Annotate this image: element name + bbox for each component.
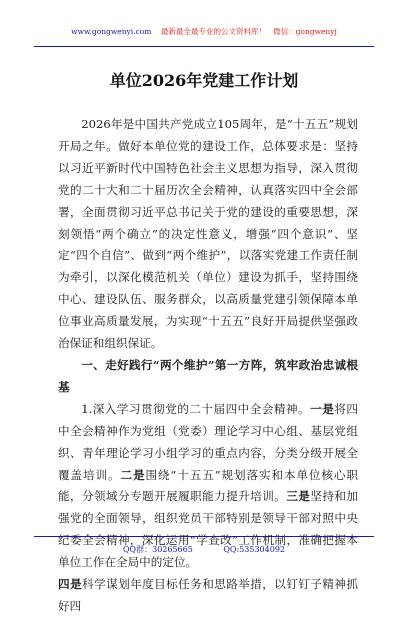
- item-1-part3: 坚持和加强党的全面领导，组织党员干部特别是领导干部对照中央纪委全会精神，深化运用“学查改”工作机制，准确把握本单位工作在全局中的定位。: [58, 489, 358, 570]
- header-website[interactable]: www.gongwenyi.com: [71, 27, 152, 36]
- item-1-part3-marker: 三是: [286, 489, 311, 504]
- footer-bar: [0, 544, 408, 555]
- section-heading-1: 一、走好践行“两个维护”第一方阵，筑牢政治忠诚根基: [58, 357, 358, 394]
- item-1-lead: 1.深入学习贯彻党的二十届四中全会精神。: [81, 401, 311, 416]
- item-1-part2: 围绕“十五五”规划落实和本单位核心职能，分领域分专题开展履职能力提升培训。: [58, 467, 358, 504]
- item-1-part2-marker: 二是: [120, 467, 146, 482]
- item-1-part1: 将四中全会精神作为党组（党委）理论学习中心组、基层党组织、青年理论学习小组学习的重点内容，分类分级开展全覆盖培训。: [58, 401, 358, 482]
- header-bar: [0, 26, 408, 37]
- item-1-part1-marker: 一是: [310, 401, 335, 416]
- document-body: [58, 114, 358, 618]
- item-1-continued: [58, 574, 358, 618]
- header-wechat: 微信：gongwenyj: [273, 27, 337, 36]
- document-title: 单位2026年党建工作计划: [109, 71, 299, 90]
- header-slogan: 最新最全最专业的公文资料库！: [160, 27, 266, 36]
- footer-qq-group: QQ群：30265665: [122, 545, 193, 554]
- footer-qq: QQ:535304092: [223, 545, 285, 554]
- footer-divider: [34, 536, 374, 537]
- intro-paragraph: 2026年是中国共产党成立105周年，是“十五五”规划开局之年。做好本单位党的建设工作，总体要求是：坚持以习近平新时代中国特色社会主义思想为指导，深入贯彻党的二十大和二十届历次全会精神，认真落实四中全会部署，全面贯彻习近平总书记关于党的建设的重要思想，深刻领悟“两个确立”的决定性意义，增强“四个意识”、坚定“四个自信”、做到“两个维护”，以落实党建工作责任制为牵引，以深化模范机关（单位）建设为抓手，坚持围绕中心、建设队伍、服务群众，以高质量党建引领保障本单位事业高质量发展，为实现“十五五”良好开局提供坚强政治保证和组织保证。: [58, 117, 358, 351]
- item-1-part4: 科学谋划年度目标任务和思路举措，以钉钉子精神抓好四: [58, 577, 358, 613]
- header-divider: [34, 46, 374, 47]
- item-1-part4-marker: 四是: [58, 577, 83, 592]
